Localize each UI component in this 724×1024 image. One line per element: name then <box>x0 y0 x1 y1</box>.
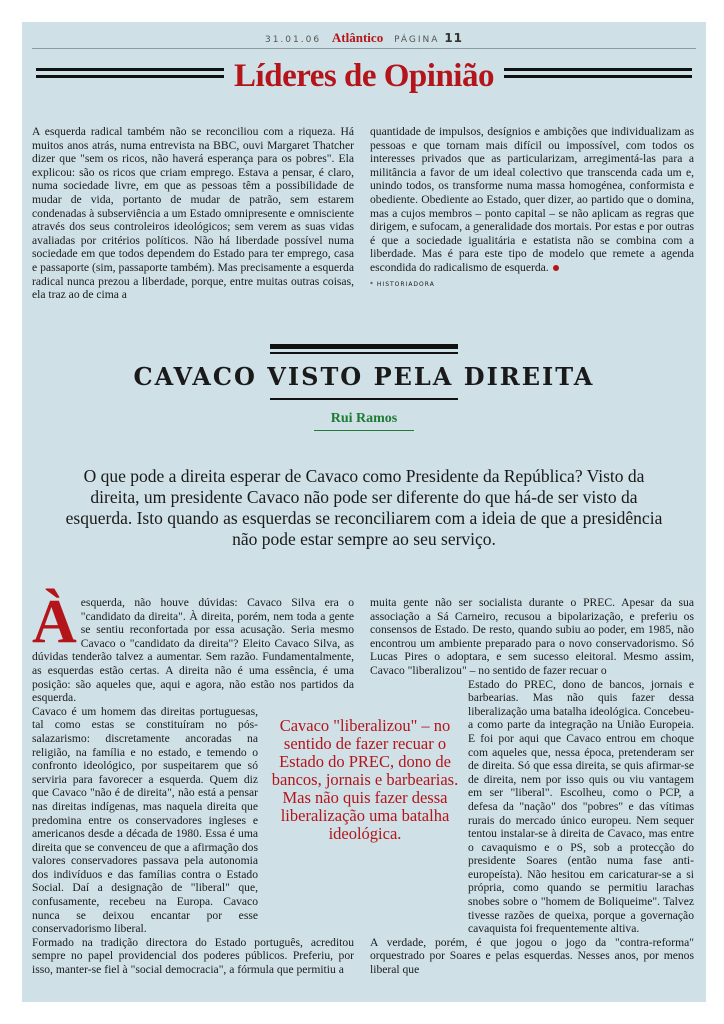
end-mark-icon <box>553 265 559 271</box>
section-title: Líderes de Opinião <box>234 58 494 94</box>
publication-logo: Atlântico <box>331 30 384 45</box>
article-text-2a: muita gente não ser socialista durante o PREC. Apesar da sua associação a Sá Carneiro, recusou a bipolarização, e preferiu os consensos de Estado. De resto, quando subiu ao poder, em 1985, não encontrou um ambiente preparado para o novo conservadorismo. Só Lucas Pires o adoptara, e sem sucesso eleitoral. Mesmo assim, Cavaco "liberalizou" – no sentido de fazer recuar o <box>370 596 694 677</box>
drop-cap: À <box>32 588 77 656</box>
pull-quote: Cavaco "liberalizou" – no sentido de fazer recuar o Estado do PREC, dono de bancos, jornais e barbearias. Mas não quis fazer dessa liberalização uma batalha ideológica. <box>271 716 459 843</box>
page-number: 11 <box>444 31 464 45</box>
author-note: * HISTORIADORA <box>370 280 435 288</box>
newspaper-page <box>22 22 706 1002</box>
previous-article-column-1 <box>32 125 354 302</box>
author-underline <box>314 430 414 431</box>
previous-article-text-2: quantidade de impulsos, desígnios e ambições que individualizam as pessoas e que tornam mais difícil ou impossível, com todos os interesses privados que as particularizam, arregimentá-las para a militância a favor de um ideal colectivo que transcenda cada um e, unindo todos, os transforme numa massa homogénea, conformista e obediente. Obediente ao Estado, quer dizer, ao partido que o domina, mas a cujos membros – ponto capital – se não aplicam as regras que dirigem, e sufocam, a generalidade dos mortais. Por estas e por outras é que a sociedade igualitária e estatista não se combina com a liberdade. Mas é para este tipo de modelo que remete a agenda escondida do radicalismo de esquerda. <box>370 125 694 274</box>
article-headline: CAVACO VISTO PELA DIREITA <box>133 362 595 391</box>
previous-article-text-1: A esquerda radical também não se reconciliou com a riqueza. Há muitos anos atrás, numa entrevista na BBC, ouvi Margaret Thatcher dizer que "sem os ricos, não haverá esperança para os pobres". Ela explicou: são os ricos que criam emprego. Estava a pensar, é claro, numa sociedade livre, em que as pessoas têm a possibilidade de mudar de vida, portanto de mudar de patrão, sem estarem condenadas à subserviência a um Estado omnipresente e omnisciente através dos seus controleiros ideológicos; sem verem as suas vidas avaliadas por critérios políticos. Não há liberdade possível numa sociedade em que todos dependem do Estado para ter emprego, casa e passaporte (sim, passaporte também). Mas precisamente a esquerda radical nunca prezou a liberdade, porque, entre muitas outras coisas, ela traz ao de cima a <box>32 125 354 302</box>
page-label: PÁGINA <box>394 35 440 45</box>
headline-rule-bottom <box>270 398 458 400</box>
article-text-1a: esquerda, não houve dúvidas: Cavaco Silva era o "candidato da direita". À direita, porém, nem toda a gente se sentiu reconfortada por essa acusação. Seria mesmo Cavaco o "candidato da direita"? Eleito Cavaco Silva, as dúvidas tenderão talvez a aumentar. Sem razão. Fundamentalmente, as esquerdas estão certas. A direita não é uma essência, é uma posição: são aqueles que, aqui e agora, não estão nos partidos da esquerda. <box>32 596 354 705</box>
article-text-2b: Estado do PREC, dono de bancos, jornais e barbearias. Mas não quis fazer dessa liberalização uma batalha ideológica. Concebeu-a como parte da integração na União Europeia. E foi por aqui que Cavaco entrou em choque com aqueles que, nessa época, pretenderam ser de direita. Só que essa direita, se quis afirmar-se de direita, nem por isso quis ou viu vantagem em ser "liberal". Escolheu, como o PCP, a defesa da "nação" dos "pobres" e das vítimas rurais do mercado único europeu. Nem sequer tentou instalar-se à direita de Cavaco, mas entre o cavaquismo e o PS, sob a protecção do presidente Soares (então numa fase anti-europeísta). Não hesitou em caricaturar-se a si própria, como quando se permitiu larachas snobes sobre o "homem de Boliqueime". Talvez tivesse razões de queixa, porque a governação cavaquista foi frequentemente altiva. <box>468 677 694 936</box>
article-author: Rui Ramos <box>330 411 398 426</box>
folio-rule <box>32 48 696 49</box>
article-deck: O que pode a direita esperar de Cavaco como Presidente da República? Visto da direita, um presidente Cavaco não pode ser diferente do que há-de ser visto da esquerda. Isto quando as esquerdas se reconciliarem com a ideia de que a presidência não pode estar sempre ao seu serviço. <box>65 466 663 549</box>
article-text-1b: Cavaco é um homem das direitas portuguesas, tal como estas se constituíram no pós-salazarismo: discretamente ancoradas na religião, na família e no estado, e temendo o confronto ideológico, por suspeitarem que só serviria para favorecer a esquerda. Quem diz que Cavaco "não é de direita", não está a pensar nas direitas indígenas, mas naquela direita que predomina entre os conservadores ingleses e americanos desde a década de 1980. Essa é uma direita que se convenceu de que a afirmação dos valores conservadores passava pela autonomia dos indivíduos e das famílias contra o Estado Social. Daí a designação de "liberal" que, confusamente, recebeu na Europa. Cavaco nunca se deixou encantar por esse conservadorismo liberal. <box>32 704 258 936</box>
headline-rule-top <box>270 344 458 349</box>
article-text-1c: Formado na tradição directora do Estado português, acreditou sempre no papel providencial dos poderes públicos. Preferiu, por isso, manter-se fiel à "social democracia", a fórmula que permitiu a <box>32 935 354 977</box>
previous-article-column-2 <box>370 125 694 291</box>
article-text-2c: A verdade, porém, é que jogou o jogo da "contra-reforma" orquestrado por Soares e pelas esquerdas. Nesses anos, por menos liberal que <box>370 935 694 977</box>
headline-rule-top-thin <box>270 352 458 354</box>
issue-date: 31.01.06 <box>264 35 322 45</box>
page-folio <box>22 30 706 46</box>
